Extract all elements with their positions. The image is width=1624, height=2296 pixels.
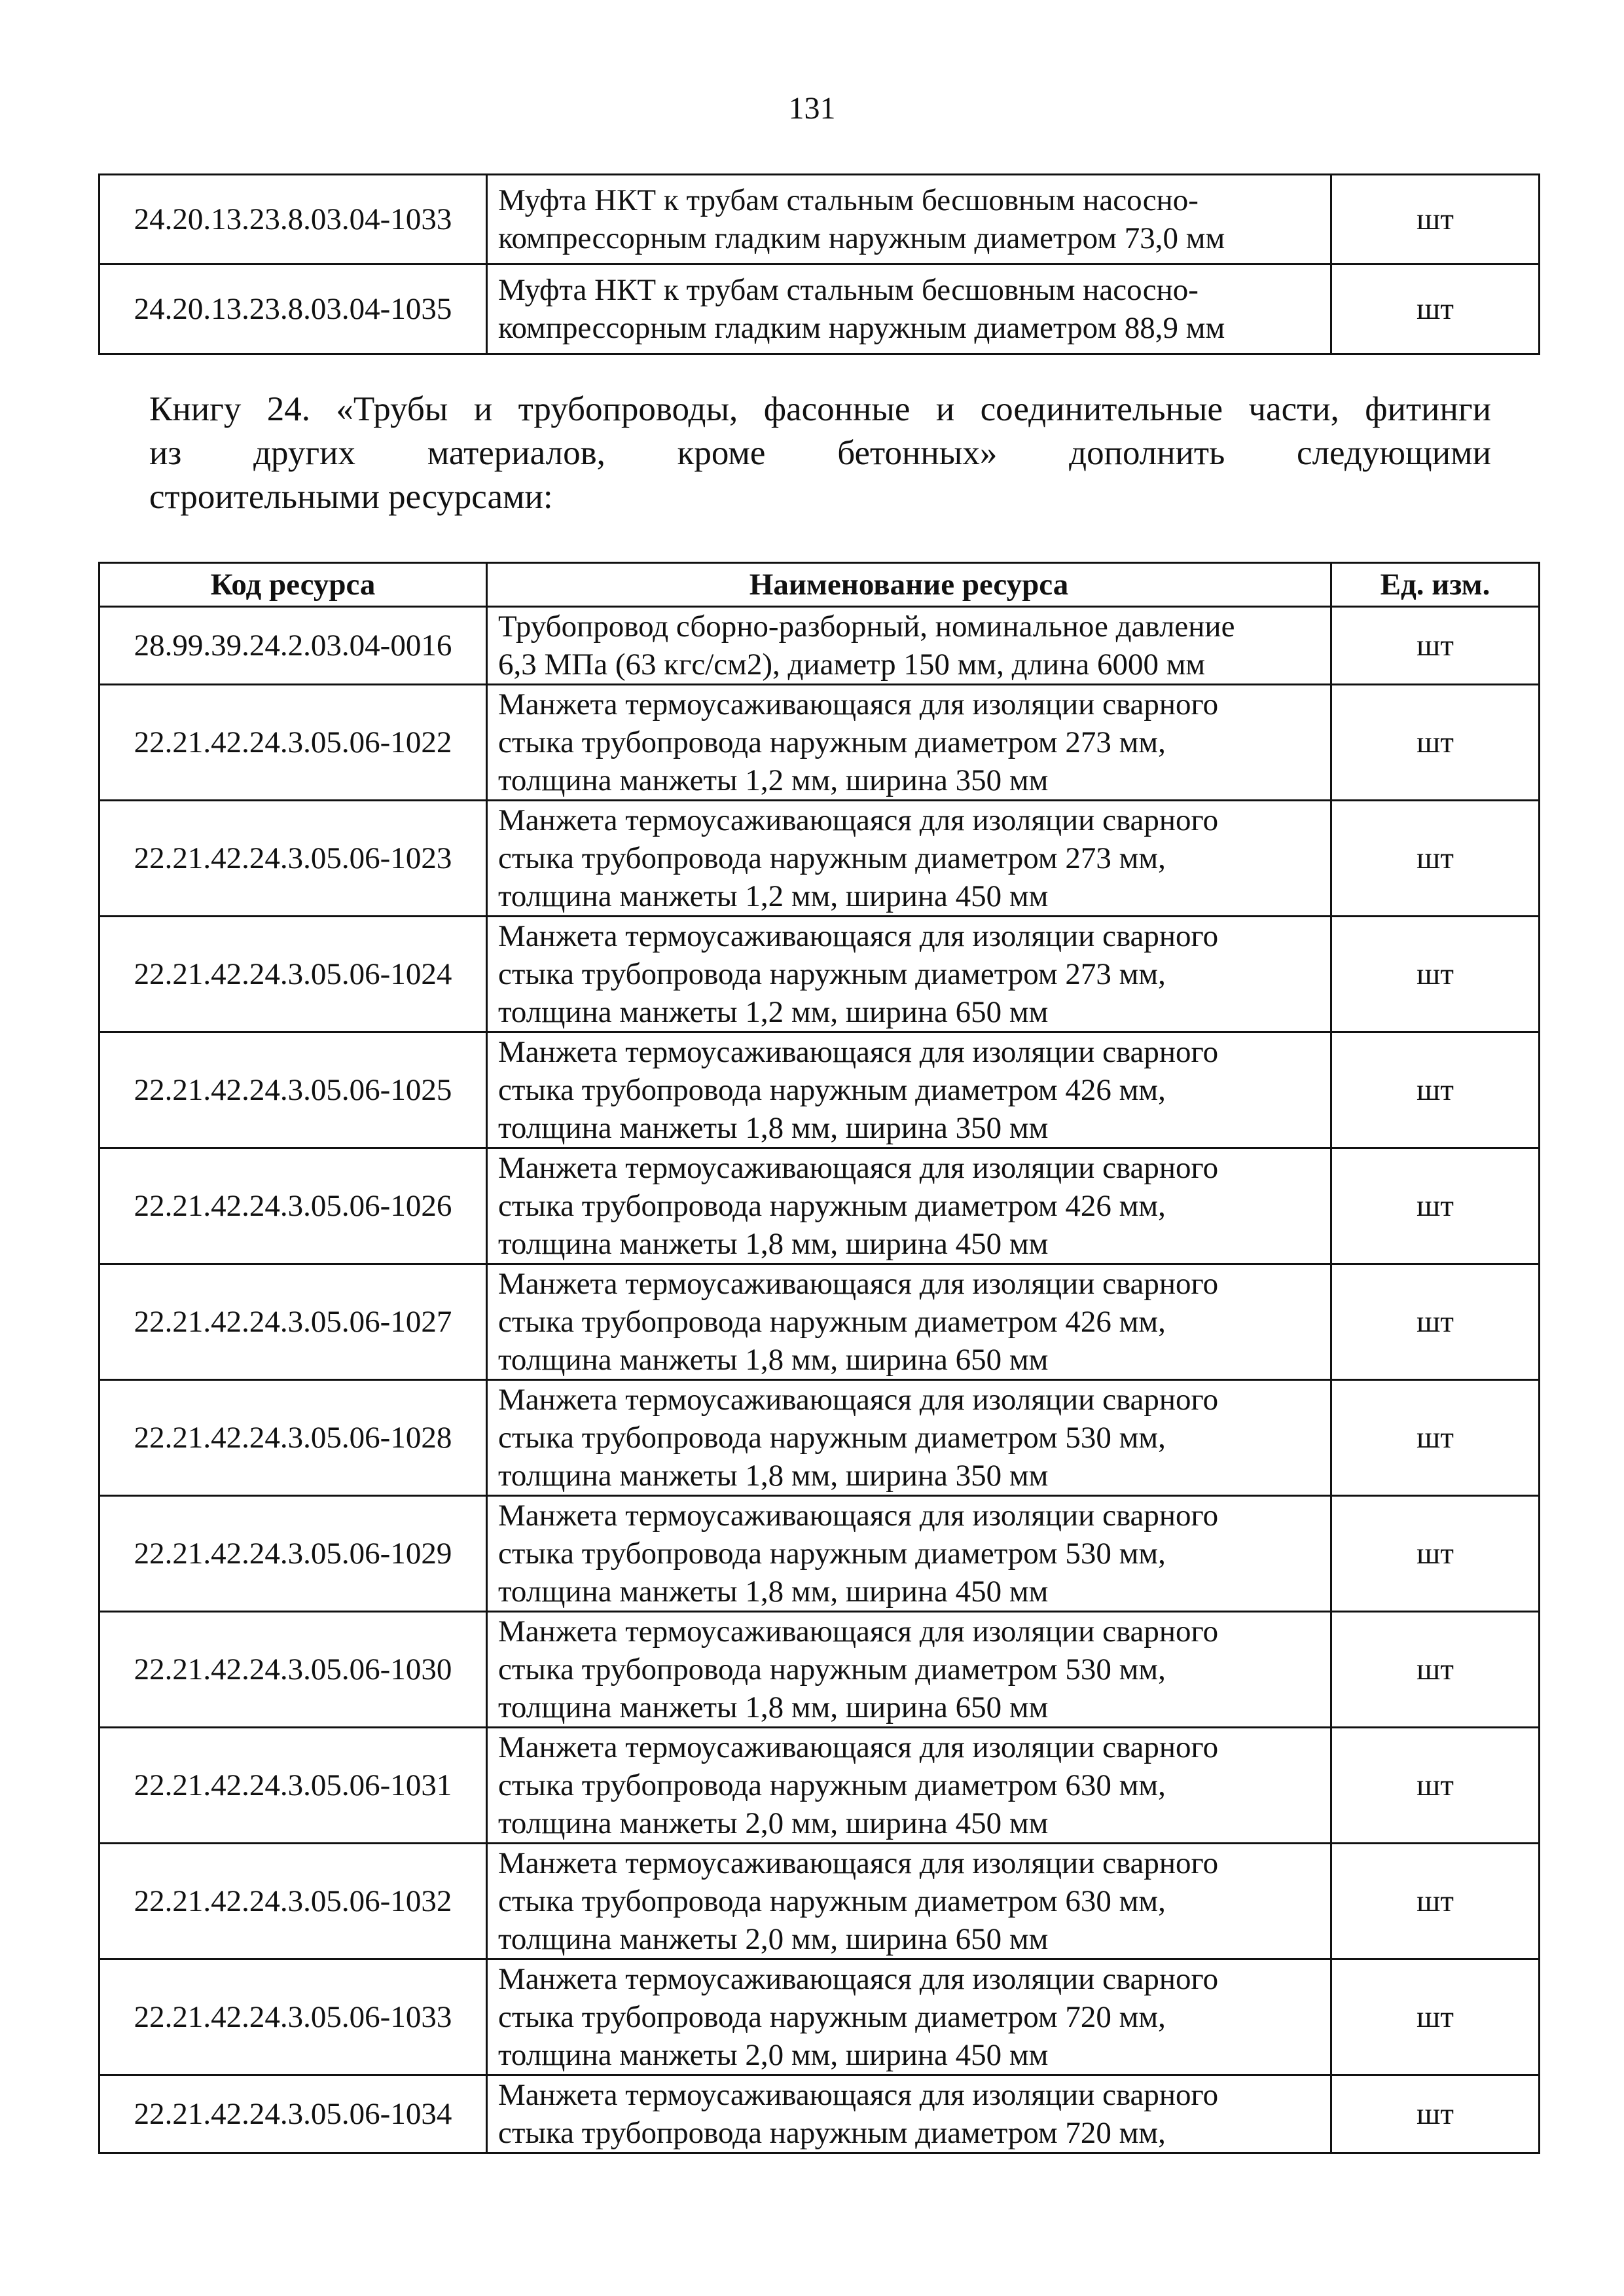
continuation-table-body (99, 175, 1540, 354)
resource-name-line: толщина манжеты 2,0 мм, ширина 450 мм (498, 2038, 1049, 2072)
resource-code: 22.21.42.24.3.05.06-1026 (99, 1148, 487, 1264)
resource-name (487, 1612, 1331, 1728)
resource-name-line: компрессорным гладким наружным диаметром 73,0 мм (498, 221, 1225, 255)
table-row (99, 607, 1540, 685)
resource-name-line: 6,3 МПа (63 кгс/см2), диаметр 150 мм, длина 6000 мм (498, 647, 1206, 682)
table-row (99, 801, 1540, 917)
resource-name-line: толщина манжеты 1,2 мм, ширина 650 мм (498, 995, 1049, 1029)
resource-unit: шт (1331, 264, 1540, 354)
header-name: Наименование ресурса (487, 563, 1331, 607)
table-row (99, 1959, 1540, 2075)
resource-unit: шт (1331, 1380, 1540, 1496)
resource-name-line: стыка трубопровода наружным диаметром 273 мм, (498, 725, 1166, 759)
resource-code: 22.21.42.24.3.05.06-1023 (99, 801, 487, 917)
resource-name (487, 685, 1331, 801)
resource-name-line: Манжета термоусаживающаяся для изоляции сварного (498, 1730, 1219, 1764)
resource-unit: шт (1331, 1148, 1540, 1264)
resource-name-line: Манжета термоусаживающаяся для изоляции сварного (498, 1614, 1219, 1649)
resource-name (487, 1496, 1331, 1612)
resource-code: 22.21.42.24.3.05.06-1029 (99, 1496, 487, 1612)
resource-name-line: компрессорным гладким наружным диаметром 88,9 мм (498, 311, 1225, 345)
resource-unit: шт (1331, 1612, 1540, 1728)
heading-line: из других материалов, кроме бетонных» дополнить следующими (149, 434, 1491, 472)
resource-name (487, 1844, 1331, 1959)
table-row (99, 1496, 1540, 1612)
resource-unit: шт (1331, 1032, 1540, 1148)
resource-name-line: толщина манжеты 2,0 мм, ширина 450 мм (498, 1806, 1049, 1840)
table-row (99, 1380, 1540, 1496)
resource-name-line: толщина манжеты 1,8 мм, ширина 350 мм (498, 1111, 1049, 1145)
resource-name-line: толщина манжеты 1,8 мм, ширина 650 мм (498, 1690, 1049, 1724)
resource-name-line: Муфта НКТ к трубам стальным бесшовным насосно- (498, 183, 1199, 217)
resource-name-line: толщина манжеты 1,2 мм, ширина 350 мм (498, 763, 1049, 797)
resource-name-line: стыка трубопровода наружным диаметром 630 мм, (498, 1884, 1166, 1918)
resource-name-line: стыка трубопровода наружным диаметром 426 мм, (498, 1189, 1166, 1223)
resource-unit: шт (1331, 1844, 1540, 1959)
table-row (99, 917, 1540, 1032)
resource-name-line: толщина манжеты 1,8 мм, ширина 450 мм (498, 1575, 1049, 1609)
resources-table (98, 562, 1540, 2154)
resource-name (487, 801, 1331, 917)
heading-line: Книгу 24. «Трубы и трубопроводы, фасонные и соединительные части, фитинги (149, 390, 1491, 428)
table-row (99, 264, 1540, 354)
resource-name-line: Манжета термоусаживающаяся для изоляции сварного (498, 1267, 1219, 1301)
resource-code: 22.21.42.24.3.05.06-1030 (99, 1612, 487, 1728)
resource-name-line: Манжета термоусаживающаяся для изоляции сварного (498, 1383, 1219, 1417)
resource-name-line: толщина манжеты 2,0 мм, ширина 650 мм (498, 1922, 1049, 1956)
resource-name (487, 1148, 1331, 1264)
resource-name-line: стыка трубопровода наружным диаметром 273 мм, (498, 841, 1166, 875)
table-row (99, 1612, 1540, 1728)
resource-unit: шт (1331, 685, 1540, 801)
resource-code: 22.21.42.24.3.05.06-1034 (99, 2075, 487, 2153)
page-number: 131 (788, 91, 836, 126)
resource-code: 28.99.39.24.2.03.04-0016 (99, 607, 487, 685)
resource-name-line: Манжета термоусаживающаяся для изоляции сварного (498, 1151, 1219, 1185)
resource-name (487, 1959, 1331, 2075)
resource-name-line: толщина манжеты 1,8 мм, ширина 650 мм (498, 1343, 1049, 1377)
resource-name-line: Манжета термоусаживающаяся для изоляции сварного (498, 1846, 1219, 1880)
resources-table-body (99, 607, 1540, 2153)
resource-unit: шт (1331, 1728, 1540, 1844)
resource-code: 22.21.42.24.3.05.06-1031 (99, 1728, 487, 1844)
header-unit: Ед. изм. (1331, 563, 1540, 607)
resource-name-line: стыка трубопровода наружным диаметром 530 мм, (498, 1537, 1166, 1571)
table-row (99, 1844, 1540, 1959)
resource-name-line: толщина манжеты 1,8 мм, ширина 450 мм (498, 1227, 1049, 1261)
table-row (99, 175, 1540, 264)
resource-name-line: Манжета термоусаживающаяся для изоляции сварного (498, 687, 1219, 721)
resource-code: 22.21.42.24.3.05.06-1022 (99, 685, 487, 801)
resource-name-line: стыка трубопровода наружным диаметром 530 мм, (498, 1652, 1166, 1686)
resource-code: 24.20.13.23.8.03.04-1035 (99, 264, 487, 354)
resource-code: 24.20.13.23.8.03.04-1033 (99, 175, 487, 264)
continuation-table (98, 173, 1540, 355)
resource-code: 22.21.42.24.3.05.06-1032 (99, 1844, 487, 1959)
resource-name-line: Манжета термоусаживающаяся для изоляции сварного (498, 1962, 1219, 1996)
resource-name (487, 1032, 1331, 1148)
section-heading (149, 388, 1491, 519)
header-code: Код ресурса (99, 563, 487, 607)
resource-code: 22.21.42.24.3.05.06-1033 (99, 1959, 487, 2075)
resource-name-line: толщина манжеты 1,8 мм, ширина 350 мм (498, 1459, 1049, 1493)
table-row (99, 1264, 1540, 1380)
resource-name-line: Манжета термоусаживающаяся для изоляции сварного (498, 2078, 1219, 2112)
resource-name (487, 1380, 1331, 1496)
resource-name (487, 917, 1331, 1032)
resource-name-line: стыка трубопровода наружным диаметром 720 мм, (498, 2000, 1166, 2034)
resource-name (487, 2075, 1331, 2153)
resource-name-line: стыка трубопровода наружным диаметром 426 мм, (498, 1305, 1166, 1339)
resource-name-line: Манжета термоусаживающаяся для изоляции сварного (498, 1035, 1219, 1069)
resource-name-line: стыка трубопровода наружным диаметром 720 мм, (498, 2116, 1166, 2150)
resource-code: 22.21.42.24.3.05.06-1024 (99, 917, 487, 1032)
resource-unit: шт (1331, 1496, 1540, 1612)
resource-unit: шт (1331, 175, 1540, 264)
heading-line: строительными ресурсами: (149, 478, 553, 516)
resource-code: 22.21.42.24.3.05.06-1027 (99, 1264, 487, 1380)
resource-name (487, 1264, 1331, 1380)
table-row (99, 1032, 1540, 1148)
resource-name-line: Муфта НКТ к трубам стальным бесшовным насосно- (498, 273, 1199, 307)
resource-code: 22.21.42.24.3.05.06-1025 (99, 1032, 487, 1148)
resource-name-line: толщина манжеты 1,2 мм, ширина 450 мм (498, 879, 1049, 913)
resource-name-line: стыка трубопровода наружным диаметром 530 мм, (498, 1421, 1166, 1455)
resource-name (487, 175, 1331, 264)
resource-name (487, 1728, 1331, 1844)
resource-name-line: стыка трубопровода наружным диаметром 273 мм, (498, 957, 1166, 991)
table-row (99, 1148, 1540, 1264)
resource-name-line: Манжета термоусаживающаяся для изоляции сварного (498, 803, 1219, 837)
resource-unit: шт (1331, 1959, 1540, 2075)
table-row (99, 685, 1540, 801)
resource-name (487, 264, 1331, 354)
resource-unit: шт (1331, 801, 1540, 917)
resource-unit: шт (1331, 607, 1540, 685)
resource-unit: шт (1331, 917, 1540, 1032)
resource-name (487, 607, 1331, 685)
resource-name-line: стыка трубопровода наружным диаметром 426 мм, (498, 1073, 1166, 1107)
resource-unit: шт (1331, 1264, 1540, 1380)
resource-name-line: Трубопровод сборно-разборный, номинальное давление (498, 610, 1235, 644)
table-header-row (99, 563, 1540, 607)
resource-unit: шт (1331, 2075, 1540, 2153)
table-row (99, 1728, 1540, 1844)
resource-code: 22.21.42.24.3.05.06-1028 (99, 1380, 487, 1496)
resource-name-line: Манжета термоусаживающаяся для изоляции сварного (498, 919, 1219, 953)
resource-name-line: Манжета термоусаживающаяся для изоляции сварного (498, 1499, 1219, 1533)
table-row (99, 2075, 1540, 2153)
resource-name-line: стыка трубопровода наружным диаметром 630 мм, (498, 1768, 1166, 1802)
